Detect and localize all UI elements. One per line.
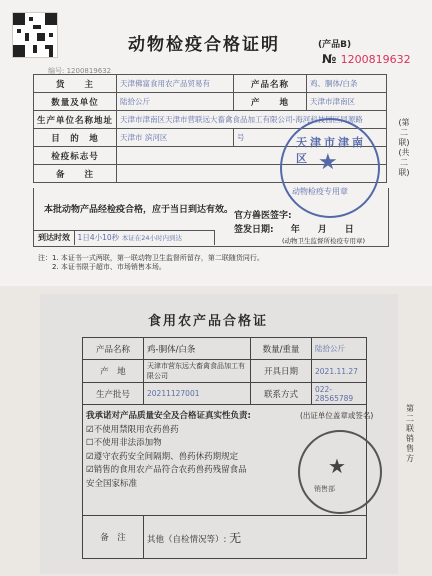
- note-line: 2. 本证书限于超市、市场销售本场。: [52, 263, 166, 271]
- copy-indicator: 第二联销售方: [406, 404, 414, 463]
- phone-label: 联系方式: [251, 383, 312, 405]
- certificate-number: [322, 52, 411, 66]
- food-certificate-title: 食用农产品合格证: [148, 314, 269, 329]
- seal-subtext: 动物检疫专用章: [292, 187, 348, 196]
- promise-item: ☑销售的食用农产品符合农药兽药残留食品: [86, 465, 247, 476]
- mark-label: 检疫标志号: [34, 147, 117, 165]
- qty-value: 陆拾公斤: [312, 338, 367, 360]
- qr-code-icon: [12, 12, 58, 58]
- promise-item: 安全国家标准: [86, 478, 138, 489]
- validity-value: 1日4小10秒: [77, 233, 120, 242]
- destination-extra: 号: [234, 129, 387, 147]
- promise-item: ☑遵守农药安全间隔期、兽药休药期规定: [86, 451, 239, 462]
- batch-value: 20211127001: [144, 383, 251, 405]
- qty-value: 陆拾公斤: [117, 93, 234, 111]
- issue-date-label: 开具日期: [251, 360, 312, 383]
- promise-item: ☐不使用非法添加物: [86, 438, 162, 449]
- date-template: 年 月 日: [290, 225, 354, 235]
- producer-value: 天津市津南区天津市营联远大畜禽食品加工有限公司-海河科技园区同源路: [117, 111, 387, 129]
- inspection-seal: [280, 118, 380, 218]
- promise-block: [86, 410, 251, 492]
- star-icon: ★: [318, 150, 338, 175]
- statement: 本批动物产品经检疫合格，应于当日到达有效。: [44, 205, 234, 215]
- seal-text: 天津市津南区: [296, 136, 366, 165]
- remark-label: 备 注: [34, 165, 117, 183]
- product-label: 产品名称: [83, 338, 144, 360]
- star-icon: ★: [328, 454, 346, 478]
- qty-label: 数量/重量: [251, 338, 312, 360]
- batch-label: 生产批号: [83, 383, 144, 405]
- seal-subtext: 销售部: [314, 485, 335, 493]
- destination-label: 目 的 地: [34, 129, 117, 147]
- certificate-title: 动物检疫合格证明: [128, 35, 280, 55]
- validity-row: [34, 230, 215, 245]
- product-label: 产品名称: [234, 75, 307, 93]
- validity-label: 到达时效: [34, 231, 75, 245]
- certificate-type: (产品B): [318, 40, 352, 50]
- issue-date-value: 2021.11.27: [312, 360, 367, 383]
- product-value: 鸡、胴体/白条: [307, 75, 387, 93]
- date-label: [234, 222, 354, 235]
- promise-title: 我承诺对产品质量安全及合格证真实性负责:: [86, 411, 251, 421]
- remark-label: 备 注: [83, 516, 144, 559]
- promise-item: ☑不使用禁限用农药兽药: [86, 424, 179, 435]
- phone-value: 022-28565789: [312, 383, 367, 405]
- product-value: 鸡-胴体/白条: [144, 338, 251, 360]
- number-value: 1200819632: [340, 53, 411, 66]
- date-label-text: 签发日期:: [234, 225, 274, 235]
- destination-value: 天津市 滨河区: [117, 129, 234, 147]
- qty-label: 数量及单位: [34, 93, 117, 111]
- copy-indicator: (第二联)(共二联): [398, 118, 410, 177]
- notes: [38, 254, 264, 272]
- owner-label: 货 主: [34, 75, 117, 93]
- number-label: №: [322, 52, 337, 66]
- origin-label: 产 地: [234, 93, 307, 111]
- remark-cell: [144, 516, 367, 559]
- small-number: 编号: 1200819632: [48, 67, 112, 75]
- company-seal: [298, 430, 382, 514]
- sign-hint: (出证单位盖章或签名): [300, 411, 374, 420]
- validity-hint: 本证在24小时内到达: [121, 234, 182, 242]
- origin-value: 天津市津南区: [307, 93, 387, 111]
- origin-value: 天津市营东远大畜禽食品加工有限公司: [144, 360, 251, 383]
- remark-value: 无: [229, 530, 242, 545]
- producer-label: 生产单位名称地址: [34, 111, 117, 129]
- remark-prefix: 其他（自检情况等）:: [147, 534, 227, 545]
- owner-value: 天津佛富食用农产品贸易有: [117, 75, 234, 93]
- agency-note: (动物卫生监督所检疫专用章): [282, 237, 366, 245]
- origin-label: 产 地: [83, 360, 144, 383]
- vet-label: 官方兽医签字:: [234, 211, 292, 221]
- note-line: 注：1. 本证书一式两联，第一联动物卫生监督所留存，第二联随货同行。: [38, 254, 264, 262]
